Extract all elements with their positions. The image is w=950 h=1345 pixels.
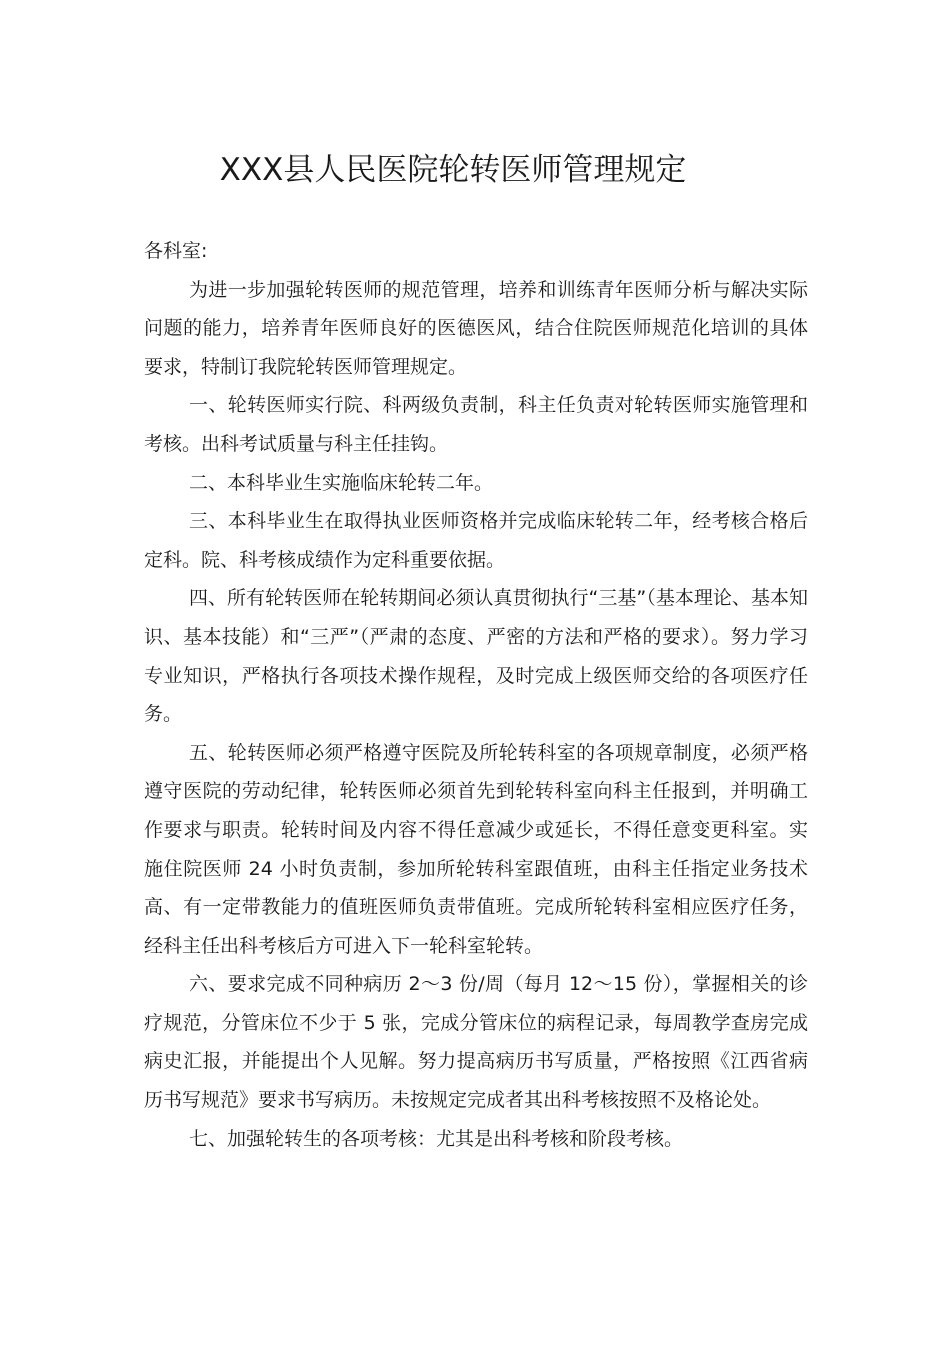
paragraph-5: 五、轮转医师必须严格遵守医院及所轮转科室的各项规章制度，必须严格遵守医院的劳动纪律，轮转医师必须首先到轮转科室向科主任报到，并明确工作要求与职责。轮转时间及内容不得任意减少或延长，不得任意变更科室。实施住院医师 24 小时负责制，参加所轮转科室跟值班，由科主任指定业务技术高、有一定带教能力的值班医师负责带值班。完成所轮转科室相应医疗任务，经科主任出科考核后方可进入下一轮科室轮转。 [144,741,808,957]
document-title: XXX县人民医院轮转医师管理规定 [219,152,687,188]
paragraph-3: 三、本科毕业生在取得执业医师资格并完成临床轮转二年，经考核合格后定科。院、科考核成绩作为定科重要依据。 [144,510,808,571]
paragraph-intro: 为进一步加强轮转医师的规范管理，培养和训练青年医师分析与解决实际问题的能力，培养青年医师良好的医德医风，结合住院医师规范化培训的具体要求，特制订我院轮转医师管理规定。 [144,278,808,378]
salutation: 各科室: [144,240,208,262]
paragraph-7: 七、加强轮转生的各项考核：尤其是出科考核和阶段考核。 [189,1127,684,1150]
paragraph-4: 四、所有轮转医师在轮转期间必须认真贯彻执行“三基”（基本理论、基本知识、基本技能）和“三严”（严肃的态度、严密的方法和严格的要求）。努力学习专业知识，严格执行各项技术操作规程，及时完成上级医师交给的各项医疗任务。 [144,587,808,726]
document-body [144,232,808,1158]
paragraph-2: 二、本科毕业生实施临床轮转二年。 [189,471,494,494]
paragraph-1: 一、轮转医师实行院、科两级负责制，科主任负责对轮转医师实施管理和考核。出科考试质量与科主任挂钩。 [144,394,808,455]
paragraph-6: 六、要求完成不同种病历 2～3 份/周（每月 12～15 份），掌握相关的诊疗规范，分管床位不少于 5 张，完成分管床位的病程记录，每周教学查房完成病史汇报，并能提出个人见解。努力提高病历书写质量，严格按照《江西省病历书写规范》要求书写病历。未按规定完成者其出科考核按照不及格论处。 [144,973,808,1112]
